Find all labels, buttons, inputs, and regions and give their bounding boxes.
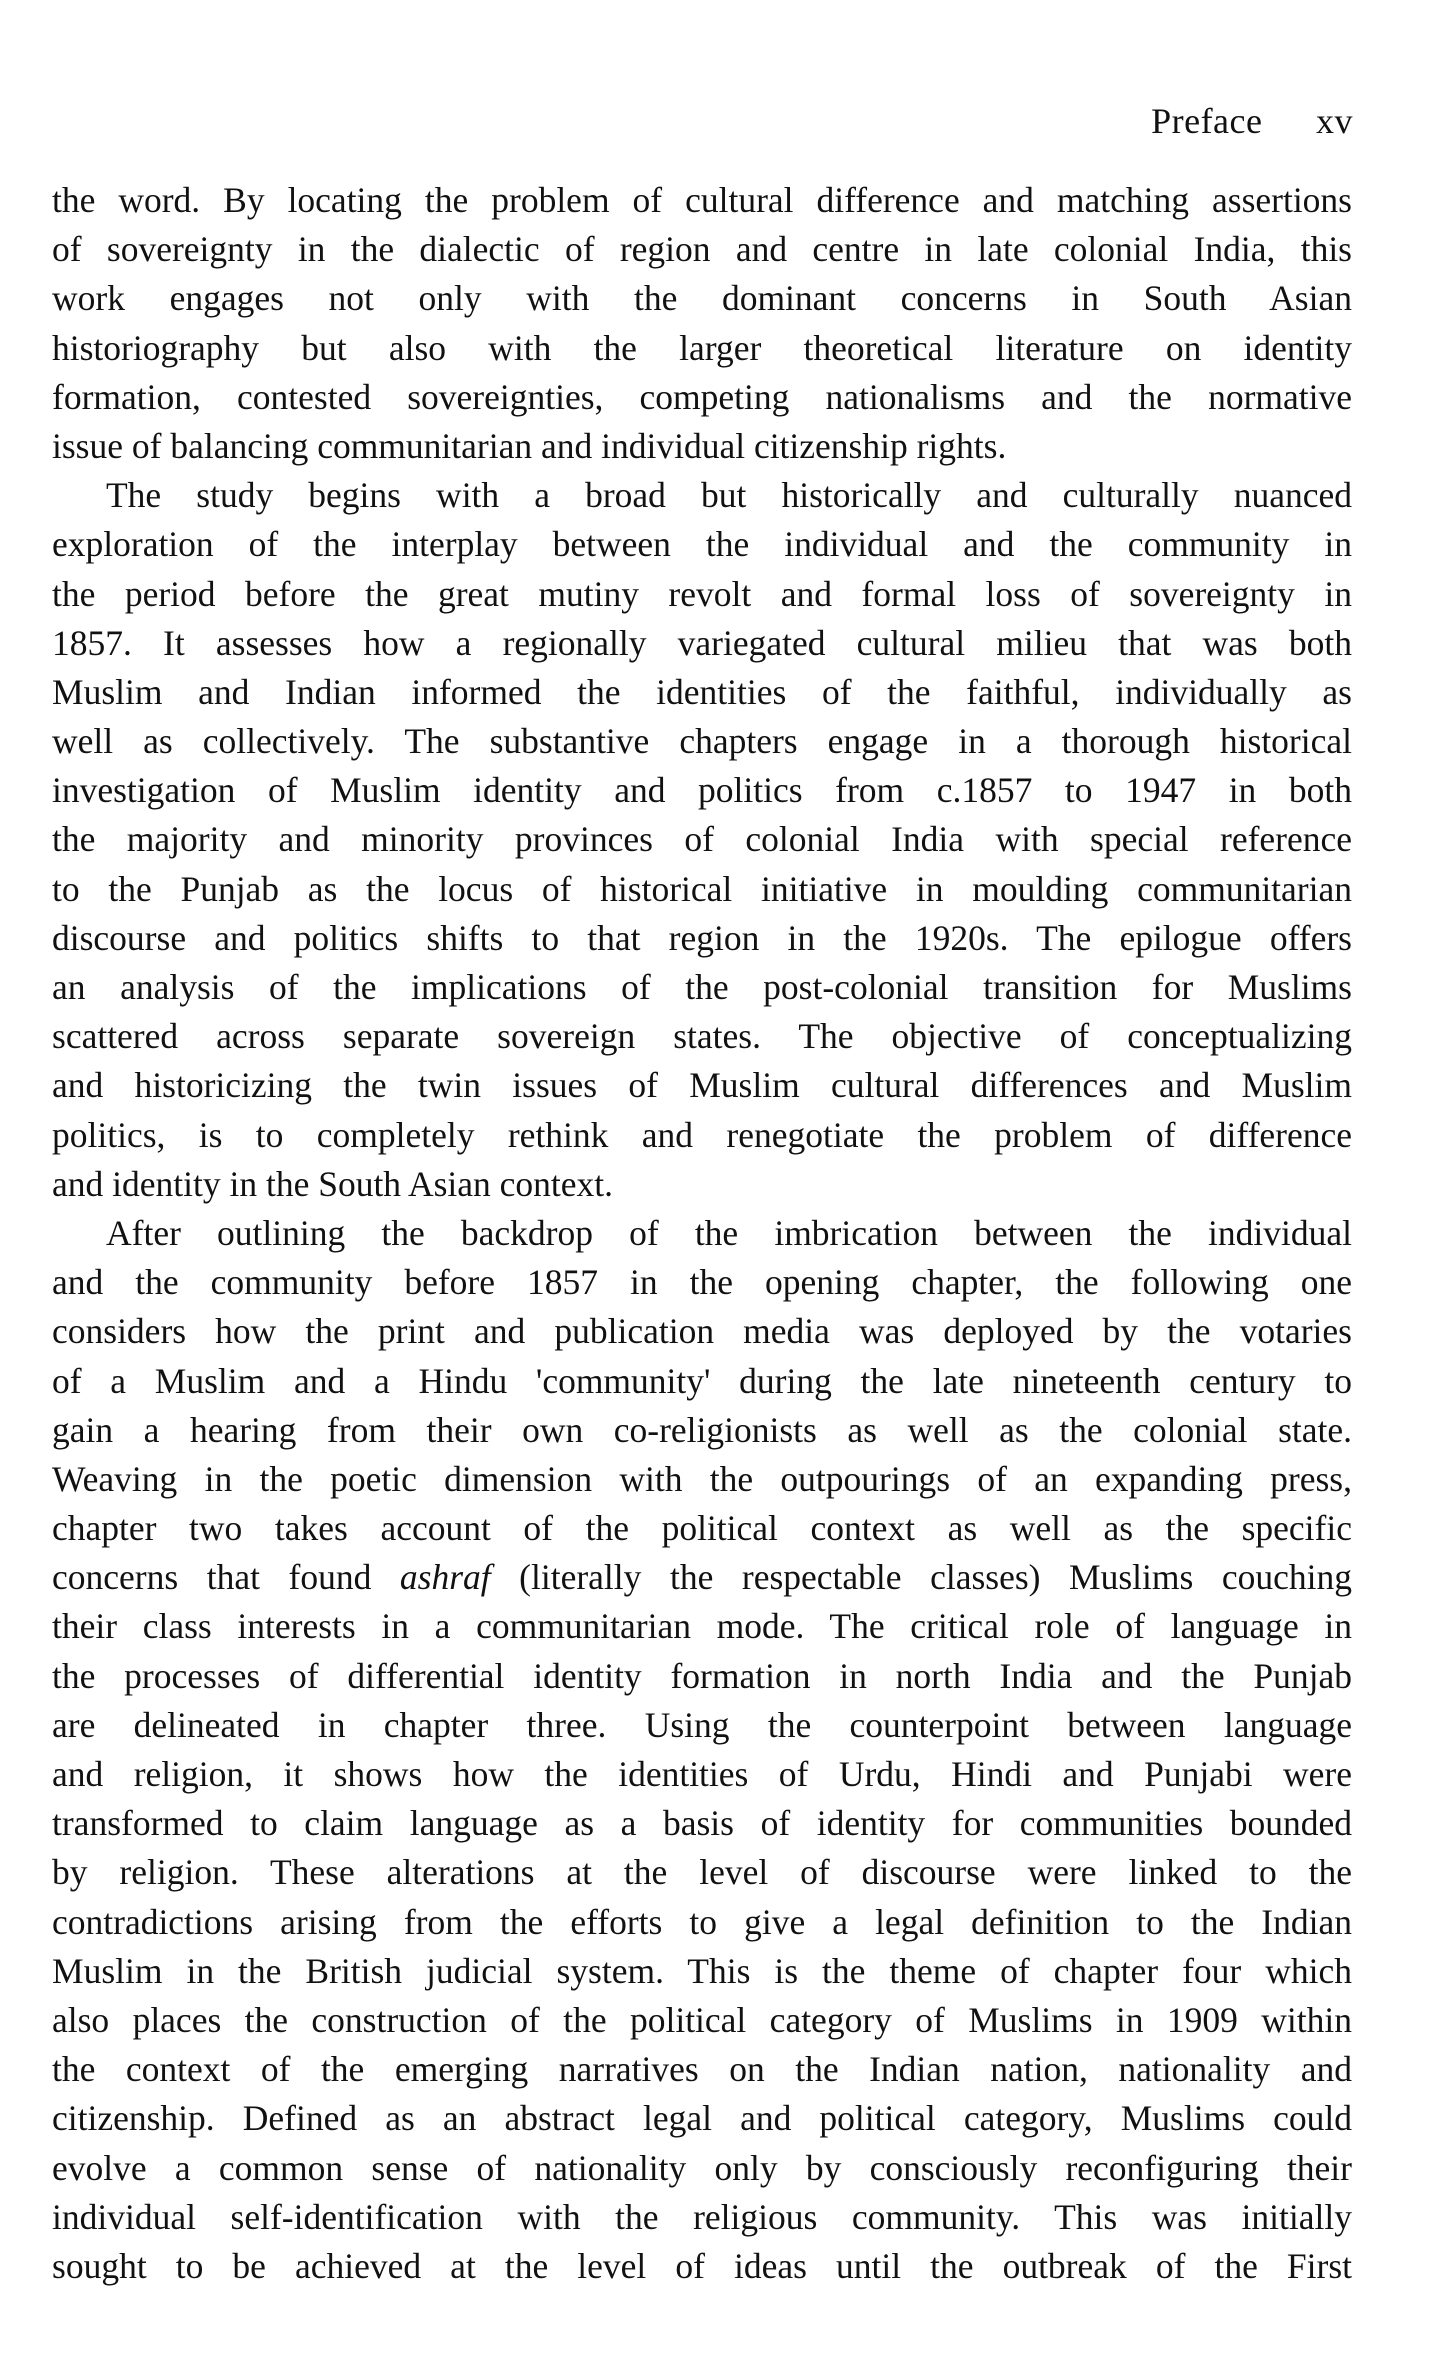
text-line: an analysis of the implications of the post-colonial transition for Muslims [52,967,1352,1007]
section-title: Preface [1151,101,1263,141]
text-line: discourse and politics shifts to that region in the 1920s. The epilogue offers [52,917,1352,958]
text-line: exploration of the interplay between the individual and the community in [52,524,1352,565]
text-line: and identity in the South Asian context. [52,1163,614,1204]
text-line: After outlining the backdrop of the imbrication between the individual [106,1212,1352,1253]
text-line: by religion. These alterations at the level of discourse were linked to the [52,1852,1352,1893]
text-line: issue of balancing communitarian and individual citizenship rights. [52,425,1007,466]
text-line: the processes of differential identity formation in north India and the Punjab [52,1655,1352,1696]
text-line: and religion, it shows how the identities of Urdu, Hindi and Punjabi were [52,1754,1352,1794]
text-line: are delineated in chapter three. Using the counterpoint between language [52,1704,1352,1745]
text-line: their class interests in a communitarian mode. The critical role of language in [52,1606,1352,1647]
text-line: considers how the print and publication media was deployed by the votaries [52,1311,1352,1352]
text-line: politics, is to completely rethink and renegotiate the problem of difference [52,1114,1352,1155]
text-line: the majority and minority provinces of colonial India with special reference [52,819,1352,860]
text-line: and historicizing the twin issues of Muslim cultural differences and Muslim [52,1065,1352,1106]
text-line: The study begins with a broad but historically and culturally nuanced [106,475,1352,516]
text-line: gain a hearing from their own co-religionists as well as the colonial state. [52,1409,1352,1450]
text-line: the word. By locating the problem of cultural difference and matching assertions [52,180,1352,220]
text-line: and the community before 1857 in the opening chapter, the following one [52,1262,1352,1303]
body-text [52,176,1352,2291]
text-line: citizenship. Defined as an abstract legal and political category, Muslims could [52,2098,1352,2139]
text-line: work engages not only with the dominant concerns in South Asian [52,278,1352,319]
running-head [1151,100,1353,142]
text-segment: (literally the respectable classes) Muslims couching [490,1557,1352,1598]
text-line: the context of the emerging narratives on the Indian nation, nationality and [52,2049,1352,2090]
text-line: transformed to claim language as a basis of identity for communities bounded [52,1803,1352,1844]
text-line: evolve a common sense of nationality only by consciously reconfiguring their [52,2147,1352,2188]
text-line: investigation of Muslim identity and politics from c.1857 to 1947 in both [52,770,1352,811]
text-line: historiography but also with the larger theoretical literature on identity [52,327,1352,368]
text-line: formation, contested sovereignties, competing nationalisms and the normative [52,376,1352,417]
text-line: contradictions arising from the efforts to give a legal definition to the Indian [52,1901,1352,1942]
page-number: xv [1316,101,1353,141]
text-line-with-italic [52,1553,1352,1602]
text-line: also places the construction of the political category of Muslims in 1909 within [52,1999,1352,2040]
text-line: of a Muslim and a Hindu 'community' during the late nineteenth century to [52,1360,1352,1401]
text-line: to the Punjab as the locus of historical initiative in moulding communitarian [52,868,1352,909]
text-line: 1857. It assesses how a regionally variegated cultural milieu that was both [52,622,1352,663]
italic-term: ashraf [399,1557,491,1598]
text-segment: concerns that found [52,1557,400,1598]
text-line: individual self-identification with the religious community. This was initially [52,2196,1352,2237]
text-line: of sovereignty in the dialectic of region and centre in late colonial India, this [52,229,1352,270]
text-line: well as collectively. The substantive chapters engage in a thorough historical [52,721,1352,762]
text-line: Weaving in the poetic dimension with the outpourings of an expanding press, [52,1458,1352,1499]
text-line: chapter two takes account of the political context as well as the specific [52,1508,1352,1549]
text-line: Muslim in the British judicial system. This is the theme of chapter four which [52,1950,1352,1991]
text-line: the period before the great mutiny revolt and formal loss of sovereignty in [52,573,1352,614]
text-line: Muslim and Indian informed the identities of the faithful, individually as [52,671,1352,712]
text-line: scattered across separate sovereign states. The objective of conceptualizing [52,1016,1352,1057]
text-line: sought to be achieved at the level of ideas until the outbreak of the First [52,2245,1352,2286]
